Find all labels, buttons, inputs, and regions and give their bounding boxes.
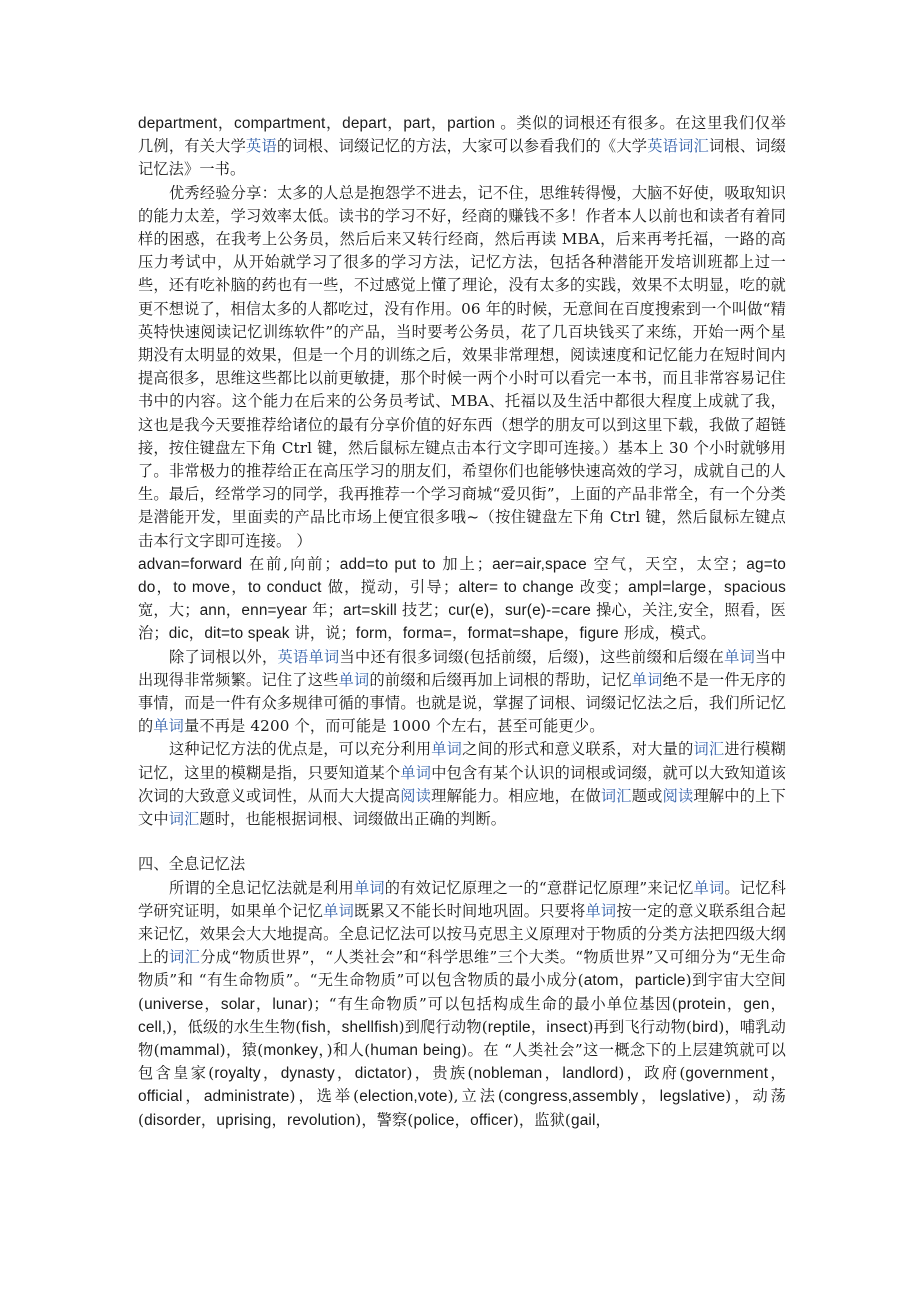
hyperlink-text[interactable]: 单词 — [693, 878, 725, 897]
text-run: cur(e)，sur(e)-=care — [448, 602, 592, 620]
hyperlink-text[interactable]: 词汇 — [693, 740, 725, 759]
text-run: dic，dit=to speak — [168, 625, 290, 643]
text-run: )再到飞行动物( — [587, 1017, 693, 1036]
text-run: election,vote — [359, 1088, 448, 1106]
text-run: ampl=large，spacious — [628, 579, 786, 597]
text-run: 题时，也能根据词根、词缀做出正确的判断。 — [199, 810, 507, 829]
text-run: 类似的词根还有很多。在这里我们仅举几例，有关大学 — [138, 114, 786, 156]
paragraph — [138, 182, 786, 553]
text-run: 之间的形式和意义联系，对大量的 — [462, 740, 694, 759]
text-run: 既累又不能长时间地巩固。只要将 — [354, 901, 586, 920]
text-run: 在前,向前； — [242, 554, 340, 573]
text-run: 的词根、词缀记忆的方法，大家可以参看我们的《大学 — [276, 137, 648, 156]
hyperlink-text[interactable]: 单词 — [153, 717, 185, 736]
text-run: art=skill — [343, 602, 397, 620]
text-run: 的前缀和后缀再加上词根的帮助，记忆 — [369, 670, 632, 689]
hyperlink-text[interactable]: 单词 — [400, 763, 432, 782]
hyperlink-text[interactable]: 阅读 — [400, 786, 432, 805]
text-run: 操心，关注,安全，照看，医治； — [138, 601, 786, 643]
paragraph — [138, 646, 786, 739]
text-run: )到爬行动物( — [398, 1017, 488, 1036]
text-run: )，选举( — [289, 1087, 360, 1106]
text-run: 理解中的上下文中 — [138, 786, 786, 829]
text-run: 的有效记忆原理之一的“意群记忆原理”来记忆 — [384, 878, 694, 897]
text-run: congress,assembly，legslative — [504, 1088, 726, 1106]
text-run: gail， — [570, 1111, 612, 1129]
text-run: 加上； — [435, 554, 493, 573]
text-run: form，forma=，format=shape，figure — [355, 625, 619, 643]
text-run: 绝不是一件无序的事情，而是一件有众多规律可循的事情。也就是说，掌握了词根、词缀记忆法之后，我们所记忆的 — [138, 670, 787, 736]
text-run: nobleman，landlord — [473, 1065, 619, 1083]
text-run: 当中出现得非常频繁。记住了这些 — [138, 647, 786, 689]
text-run: royalty，dynasty，dictator — [214, 1065, 407, 1083]
text-run: )。在 “人类社会”这一概念下的上层建筑就可以包含皇家( — [138, 1040, 787, 1083]
hyperlink-text[interactable]: 单词 — [631, 670, 663, 689]
text-run: department，compartment，depart，part，partion 。 — [138, 115, 517, 132]
hyperlink-text[interactable]: 英语 — [246, 137, 277, 156]
text-run: 讲，说； — [289, 624, 356, 643]
hyperlink-text[interactable]: 单词 — [431, 740, 463, 759]
text-run: 所谓的全息记忆法就是利用 — [169, 878, 354, 897]
text-run: 优秀经验分享：太多的人总是抱怨学不进去，记不住，思维转得慢，大脑不好使，吸取知识的能力太差，学习效率太低。读书的学习不好，经商的赚钱不多！作者本人以前也和读者有着同样的困惑，在我考上公务员，然后后来又转行经商，然后再读 MBA，后来再考托福，一路的高压力考试中，从开始就学习了很多的学习方法，记忆方法，包括各种潜能开发培训班都上过一些，还有吃补脑的药也有一些，不过感觉上懂了理论，没有太多的实践，效果不太明显，吃的就更不想说了，相信太多的人都吃过，没有作用。06 年的时候，无意间在百度搜索到一个叫做“精英特快速阅读记忆训练软件”的产品，当时要考公务员，花了几百块钱买了来练，开始一两个星期没有太明显的效果，但是一个月的训练之后，效果非常理想，阅读速度和记忆能力在短时间内提高很多，思维这些都比以前更敏捷，那个时候一两个小时可以看完一本书，而且非常容易记住书中的内容。这个能力在后来的公务员考试、MBA、托福以及生活中都很大程度上成就了我，这也是我今天要推荐给诸位的最有分享价值的好东西（想学的朋友可以到这里下载，我做了超链接，按住键盘左下角 Ctrl 键，然后鼠标左键点击本行文字即可连接。）基本上 30 个小时就够用了。非常极力的推荐给正在高压学习的朋友们，希望你们也能够快速高效的学习，成就自己的人生。最后，经常学习的同学，我再推荐一个学习商城“爱贝街”，上面的产品非常全，有一个分类是潜能开发，里面卖的产品比市场上便宜很多哦~（按住键盘左下角 Ctrl 键，然后鼠标左键点击本行文字即可连接。 ） — [138, 183, 786, 550]
text-run: fish，shellfish — [301, 1018, 399, 1036]
text-run: reptile，insect — [487, 1018, 588, 1036]
text-run: )，监狱( — [512, 1110, 571, 1129]
text-run: advan=forward — [138, 555, 243, 573]
text-run: 进行模糊记忆，这里的模糊是指，只要知道某个 — [138, 740, 786, 782]
text-run: 四、全息记忆法 — [138, 855, 246, 874]
text-run: 宽，大； — [138, 601, 200, 620]
text-run: aer=air,space — [492, 555, 587, 573]
text-run: 分成“物质世界”，“人类社会”和“科学思维”三个大类。“物质世界”又可细分为“无生命物质”和 “有生命物质”。“无生命物质”可以包含物质的最小成分( — [138, 948, 786, 990]
text-run: 形成，模式。 — [618, 624, 716, 643]
text-run: 这种记忆方法的优点是，可以充分利用 — [169, 740, 432, 759]
text-run: government，official，administrate — [138, 1065, 786, 1106]
text-run: 中包含有某个认识的词根或词缀，就可以大致知道该次词的大致意义或词性，从而大大提高 — [138, 763, 786, 805]
text-run: 词根、词缀记忆法》一书。 — [138, 137, 787, 179]
text-run: disorder，uprising，revolution — [144, 1111, 356, 1129]
text-run: ag=to do，to move，to conduct — [138, 555, 786, 597]
text-run: )，猿( — [219, 1040, 264, 1059]
hyperlink-text[interactable]: 单词 — [323, 901, 355, 920]
text-run: atom，particle — [583, 972, 686, 990]
hyperlink-text[interactable]: 词汇 — [600, 786, 632, 805]
hyperlink-text[interactable]: 单词 — [353, 878, 385, 897]
text-run: )，哺乳动物( — [138, 1017, 786, 1059]
hyperlink-text[interactable]: 单词 — [724, 647, 756, 666]
text-run: 。记忆科学研究证明，如果单个记忆 — [138, 878, 786, 920]
section-heading — [138, 853, 786, 876]
text-run: )，动荡( — [138, 1087, 786, 1129]
text-run: 当中还有很多词缀(包括前缀，后缀)，这些前缀和后缀在 — [339, 647, 725, 666]
text-run: add=to put to — [339, 555, 436, 573]
hyperlink-text[interactable]: 词汇 — [169, 948, 201, 967]
text-run: mammal — [159, 1041, 220, 1059]
paragraph — [138, 112, 786, 182]
text-run: police，officer — [413, 1111, 513, 1129]
text-run: 按一定的意义联系组合起来记忆，效果会大大地提高。全息记忆法可以按马克思主义原理对于物质的分类方法把四级大纲上的 — [138, 901, 787, 967]
hyperlink-text[interactable]: 单词 — [585, 901, 617, 920]
text-run: protein，gen，cell, — [138, 995, 786, 1036]
text-run: 改变； — [573, 578, 629, 597]
text-run: )和人( — [326, 1040, 371, 1059]
paragraph — [138, 738, 786, 831]
text-run: 除了词根以外， — [169, 647, 278, 666]
text-run: alter= to change — [458, 579, 574, 597]
hyperlink-text[interactable]: 单词 — [338, 670, 370, 689]
text-run: )，政府( — [618, 1064, 686, 1083]
text-run: )，贵族( — [406, 1064, 474, 1083]
hyperlink-text[interactable]: 阅读 — [662, 786, 694, 805]
hyperlink-text[interactable]: 英语词汇 — [647, 137, 709, 156]
text-run: 空气，天空，太空； — [586, 554, 747, 573]
text-run: 量不再是 4200 个，而可能是 1000 个左右，甚至可能更少。 — [184, 717, 605, 736]
text-run: 做，搅动，引导； — [321, 578, 459, 597]
document-page — [138, 112, 786, 1132]
hyperlink-text[interactable]: 词汇 — [168, 810, 200, 829]
paragraph — [138, 553, 786, 646]
text-run: human being — [370, 1041, 462, 1059]
text-run: 题或 — [631, 786, 663, 805]
text-run: )；“有生命物质”可以包括构成生命的最小单位基因( — [307, 994, 678, 1013]
hyperlink-text[interactable]: 英语单词 — [277, 647, 340, 666]
paragraph — [138, 877, 786, 1132]
text-run: 技艺； — [396, 601, 449, 620]
text-run: 理解能力。相应地，在做 — [431, 786, 601, 805]
text-run: universe，solar，lunar — [144, 995, 308, 1013]
text-run: ),立法( — [447, 1087, 505, 1106]
text-run: )，低级的水生生物( — [166, 1017, 302, 1036]
text-run: )，警察( — [355, 1110, 414, 1129]
text-run: )到宇宙大空间( — [138, 971, 786, 1013]
text-run: ann，enn=year — [199, 602, 308, 620]
text-run: bird — [692, 1018, 719, 1036]
text-run: monkey， — [263, 1041, 327, 1059]
text-run: 年； — [307, 601, 344, 620]
